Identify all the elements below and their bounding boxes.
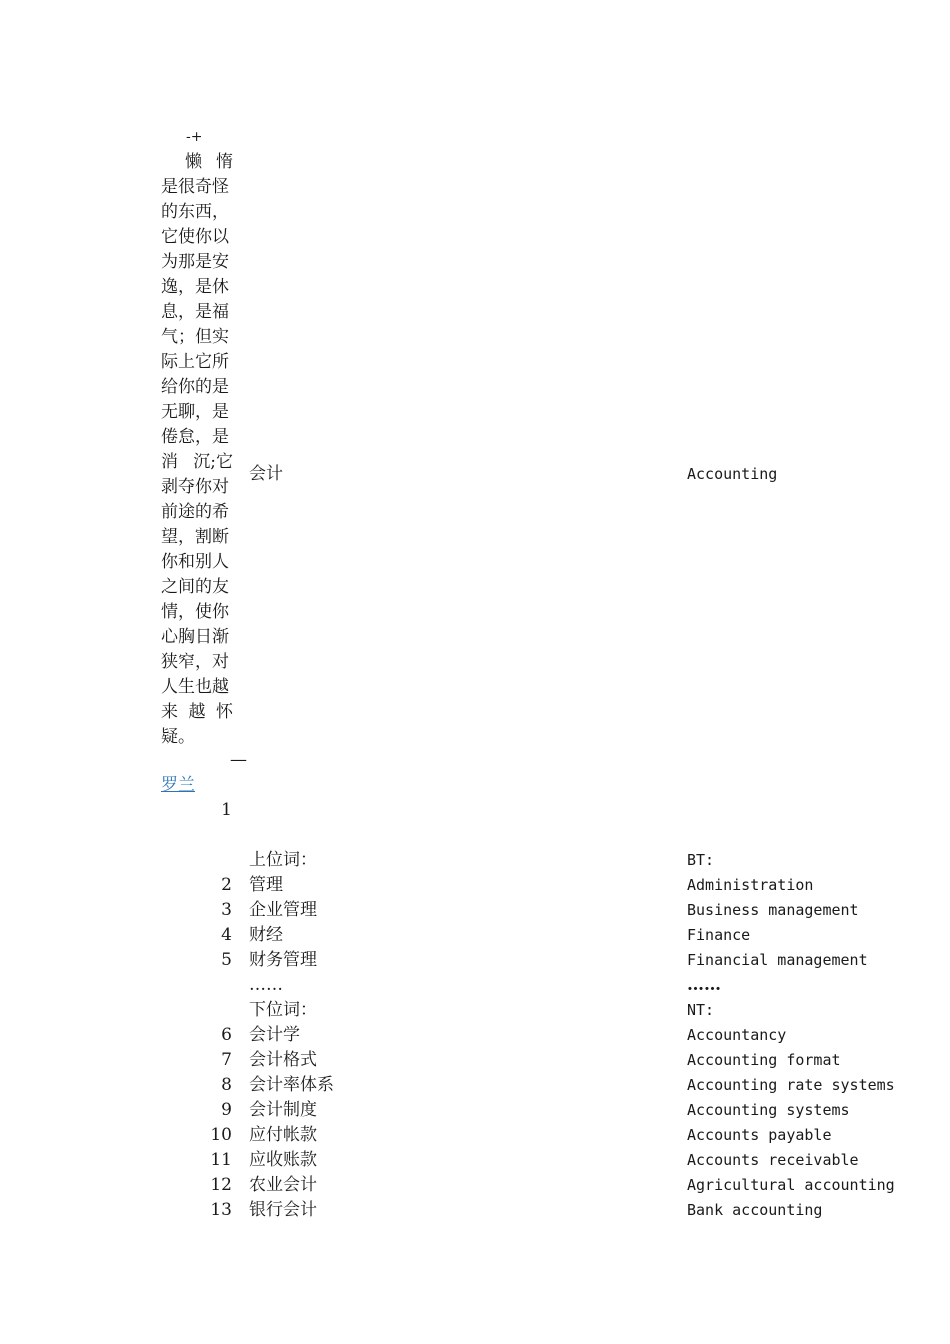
quote-line: 逸，是休 (161, 277, 229, 297)
term-en: Business management (687, 901, 859, 919)
term-zh: 应付帐款 (249, 1125, 317, 1145)
term-en: Accountancy (687, 1026, 787, 1044)
term-en: Accounting systems (687, 1101, 850, 1119)
term-zh: 会计制度 (249, 1100, 317, 1120)
row-number: 7 (221, 1050, 232, 1070)
quote-line: 疑。 (161, 727, 195, 747)
main-term-en: Accounting (687, 465, 778, 483)
quote-line: 情，使你 (161, 602, 229, 622)
row-number: 10 (210, 1125, 232, 1145)
quote-line: 它使你以 (161, 227, 229, 247)
term-en: Accounts receivable (687, 1151, 859, 1169)
quote-line: 来 越 怀 (161, 702, 233, 722)
quote-line: 消 沉;它 (161, 452, 233, 472)
row-number: 3 (221, 900, 232, 920)
term-en: Accounts payable (687, 1126, 832, 1144)
main-term-zh: 会计 (249, 464, 283, 484)
quote-line: 前途的希 (161, 502, 229, 522)
row-number: 1 (221, 800, 232, 820)
quote-line: 息，是福 (161, 302, 229, 322)
quote-line: 的东西， (161, 202, 229, 222)
term-zh: 会计学 (249, 1025, 300, 1045)
quote-line: 剥夺你对 (161, 477, 229, 497)
quote-line: 懒 惰 (185, 152, 233, 172)
quote-line: 倦怠，是 (161, 427, 229, 447)
term-en: Finance (687, 926, 751, 944)
quote-line: 心胸日渐 (161, 627, 229, 647)
term-zh: 企业管理 (249, 900, 317, 920)
list-marker: -+ (186, 129, 203, 145)
term-en: Administration (687, 876, 814, 894)
term-zh: 银行会计 (249, 1200, 317, 1220)
quote-line: 是很奇怪 (161, 177, 229, 197)
term-zh: 管理 (249, 875, 283, 895)
term-zh: 应收账款 (249, 1150, 317, 1170)
quote-line: 给你的是 (161, 377, 229, 397)
narrower-header-en: NT: (687, 1001, 715, 1019)
narrower-header-zh: 下位词： (249, 1000, 317, 1020)
quote-line: 无聊，是 (161, 402, 229, 422)
term-en: Agricultural accounting (687, 1176, 895, 1194)
quote-dash: — (230, 750, 247, 770)
broader-header-zh: 上位词： (249, 850, 317, 870)
quote-line: 为那是安 (161, 252, 229, 272)
quote-line: 人生也越 (161, 677, 229, 697)
row-number: 13 (210, 1200, 232, 1220)
quote-line: 之间的友 (161, 577, 229, 597)
row-number: 8 (221, 1075, 232, 1095)
row-number: 6 (221, 1025, 232, 1045)
row-number: 11 (210, 1150, 232, 1170)
row-number: 9 (221, 1100, 232, 1120)
quote-line: 气；但实 (161, 327, 229, 347)
term-zh: 农业会计 (249, 1175, 317, 1195)
term-en: Accounting format (687, 1051, 841, 1069)
term-en: Accounting rate systems (687, 1076, 895, 1094)
term-en: Bank accounting (687, 1201, 823, 1219)
term-zh: 财经 (249, 925, 283, 945)
quote-line: 望，割断 (161, 527, 229, 547)
row-number: 2 (221, 875, 232, 895)
broader-ellipsis-zh: …… (249, 975, 283, 995)
broader-ellipsis-en: …… (687, 975, 721, 995)
row-number: 5 (221, 950, 232, 970)
quote-line: 你和别人 (161, 552, 229, 572)
broader-header-en: BT: (687, 851, 715, 869)
term-zh: 会计格式 (249, 1050, 317, 1070)
quote-line: 际上它所 (161, 352, 229, 372)
row-number: 4 (221, 925, 232, 945)
term-zh: 财务管理 (249, 950, 317, 970)
row-number: 12 (210, 1175, 232, 1195)
quote-line: 狭窄，对 (161, 652, 229, 672)
term-en: Financial management (687, 951, 868, 969)
term-zh: 会计率体系 (249, 1075, 334, 1095)
quote-author-link[interactable]: 罗兰 (161, 775, 195, 795)
